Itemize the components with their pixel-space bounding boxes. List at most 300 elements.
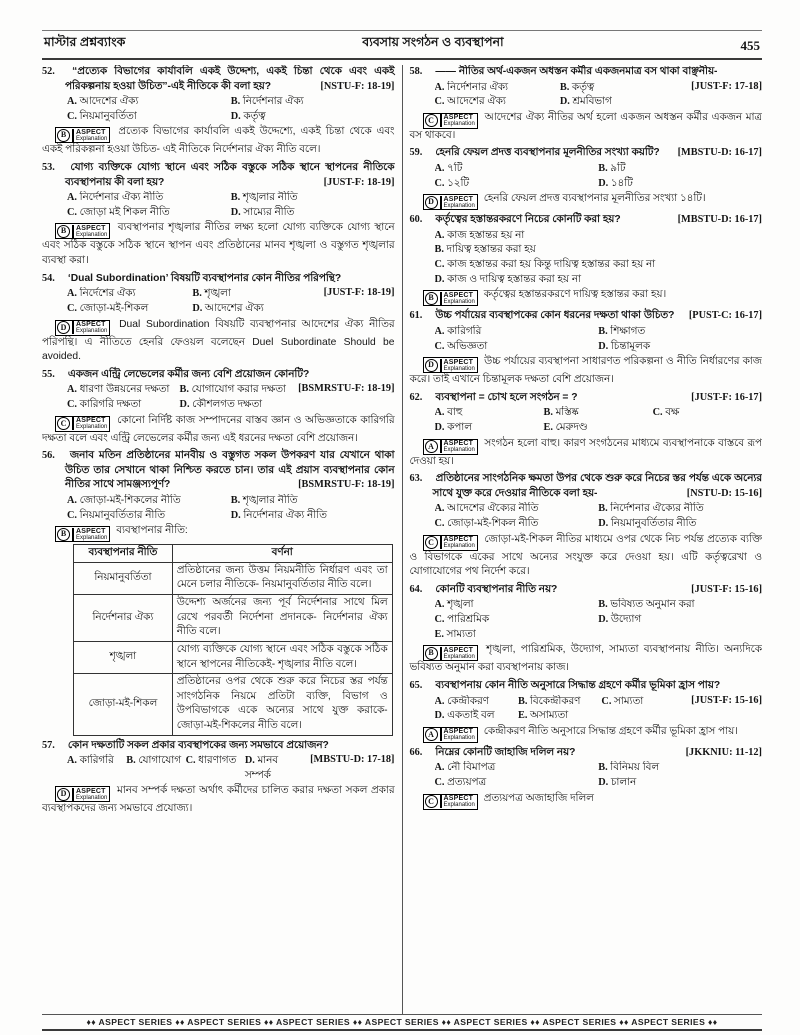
aspect-logo <box>72 417 107 430</box>
option-A: A. নির্দেশনার ঐক্য <box>434 81 508 93</box>
option-label: B. <box>543 407 556 419</box>
option-label: C. <box>434 96 448 108</box>
question-source-ref: [JKKNIU: 11-12] <box>685 746 762 758</box>
option-D: D. নিয়মানুবর্তিতার নীতি <box>598 518 697 530</box>
explanation: C ASPECT Explanation জোড়া-মই-শিকল নীতির মাধ্যমে ওপর থেকে নিচ পর্যন্ত প্রত্যেক ব্যক্তি ও বিভাগকে একের সাথে অন্যের সংযুক্ত করে দেওয়া হয়। এটি কর্তৃত্বরেখা ও যোগাযোগের পথ নির্দেশ করে। <box>409 533 762 578</box>
option-C: C. ধারণাগত <box>185 755 237 767</box>
option-D: D. একতাই বল <box>434 710 495 722</box>
option-label: D. <box>230 509 244 521</box>
table-cell-description: উদ্দেশ্য অর্জনের জন্য পূর্ব নির্দেশনার সাথে মিল রেখে পরবর্তী নির্দেশনা প্রদানকে- নির্দেশনার ঐক্য নীতি বলে। <box>172 595 392 642</box>
option-label: C. <box>67 509 80 521</box>
aspect-brand-label: ASPECT <box>443 646 474 654</box>
option-D: D. কর্তৃত্ব <box>230 110 266 122</box>
question-text: নিম্নের কোনটি জাহাজি দলিল নয়? <box>432 746 576 758</box>
question-number: 62. <box>409 391 423 403</box>
aspect-brand-label: ASPECT <box>443 358 474 366</box>
option-A: A. আদেশের ঐক্য <box>67 96 139 108</box>
question-source-ref: [NSTU-D: 15-16] <box>686 487 762 499</box>
option-C: C. ১২টি <box>434 177 470 189</box>
option-A: A. নির্দেশনার ঐক্য নীতি <box>67 192 164 204</box>
table-cell-principle: নির্দেশনার ঐক্য <box>74 595 173 642</box>
options-list <box>67 287 318 316</box>
option-label: C. <box>652 407 666 419</box>
question-56 <box>42 449 395 735</box>
option-D: D. কৌশলগত দক্ষতা <box>179 398 263 410</box>
aspect-logo <box>72 528 107 541</box>
option-label: D. <box>434 710 448 722</box>
option-C: C. জোড়া-মই-শিকল নীতি <box>434 518 539 530</box>
question-53 <box>42 161 395 269</box>
question-number: 52. <box>42 66 55 77</box>
option-label: B. <box>598 503 611 515</box>
answer-badge <box>423 727 478 743</box>
option-C: C. কারিগরি দক্ষতা <box>67 398 142 410</box>
option-label: A. <box>67 192 80 204</box>
question-61 <box>410 309 763 387</box>
aspect-sub-label: Explanation <box>443 543 475 550</box>
page-header <box>42 30 762 60</box>
option-C: C. সাম্যতা <box>601 695 644 707</box>
aspect-brand-label: ASPECT <box>76 527 106 535</box>
table-cell-description: প্রতিষ্ঠানের ওপর থেকে শুরু করে নিচের স্তর পর্যন্ত সাংগঠনিক নিয়মে প্রতিটা ব্যক্তি, বিভাগ ও উপবিভাগকে একে অন্যের সাথে যুক্ত করাকে- জোড়া-মই-শিকলের নীতি বলে। <box>172 674 392 735</box>
explanation: D ASPECT Explanation হেনরি ফেয়ল প্রদত্ত ব্যবস্থাপনার মূলনীতির সংখ্যা ১৪টি। <box>410 192 763 210</box>
question-head <box>409 213 763 228</box>
option-D: D. নির্দেশনার ঐক্য নীতি <box>230 509 327 521</box>
aspect-brand-label: ASPECT <box>76 417 106 425</box>
question-head <box>409 472 763 501</box>
option-label: A. <box>434 325 448 337</box>
question-text: জনাব মতিন প্রতিষ্ঠানের মানবীয় ও বস্তুগত সকল উপকরণ যার যেখানে থাকা উচিত তার সেখানে থাকা নিশ্চিত করতে চান। তার এই প্রয়াস ব্যবস্থাপনার কোন নীতির সাথে সামঞ্জস্যপূর্ণ? <box>65 450 395 491</box>
option-label: B. <box>230 96 243 108</box>
question-number: 63. <box>409 473 423 485</box>
option-A: A. ৭টি <box>434 163 463 175</box>
option-B: B. যোগাযোগ <box>126 755 181 767</box>
answer-letter: B <box>425 292 438 305</box>
option-B: B. নির্দেশনার ঐক্যের নীতি <box>598 503 704 515</box>
question-head <box>42 65 395 94</box>
option-label: D. <box>598 776 611 788</box>
answer-letter: D <box>425 359 438 372</box>
question-text: কোন দক্ষতাটি সকল প্রকার ব্যবস্থাপকের জন্য সমভাবে প্রয়োজন? <box>65 739 329 751</box>
answer-badge <box>423 439 478 455</box>
answer-letter: B <box>57 225 70 238</box>
question-66 <box>410 746 763 810</box>
option-C: C. কাজ হস্তান্তর করা হয় কিন্তু দায়িত্ব হস্তান্তর করা হয় না <box>434 259 656 271</box>
option-label: D. <box>598 518 611 530</box>
question-number: 59. <box>409 147 423 159</box>
options-list <box>67 383 292 412</box>
option-B: B. কর্তৃত্ব <box>559 81 595 93</box>
answer-letter: C <box>425 536 438 549</box>
table-cell-principle: শৃঙ্খলা <box>74 641 173 673</box>
question-54 <box>42 272 395 365</box>
option-label: B. <box>517 695 530 707</box>
option-E: E. সাম্যতা <box>434 628 476 640</box>
aspect-brand-label: ASPECT <box>443 536 474 544</box>
option-A: A. নৌ বিমাপত্র <box>434 762 496 774</box>
aspect-sub-label: Explanation <box>76 534 108 541</box>
option-label: D. <box>598 340 611 352</box>
question-source-ref: [JUST-F: 15-16] <box>691 583 762 595</box>
option-B: B. শিক্ষাগত <box>598 325 646 337</box>
aspect-brand-label: ASPECT <box>443 795 474 803</box>
question-number: 65. <box>409 679 423 691</box>
option-A: A. আদেশের ঐক্যের নীতি <box>434 503 539 515</box>
aspect-logo <box>72 321 107 334</box>
question-number: 56. <box>42 450 55 462</box>
aspect-brand-label: ASPECT <box>443 291 474 299</box>
options-list <box>435 502 763 531</box>
options-list <box>435 162 763 191</box>
question-head <box>409 391 763 406</box>
aspect-logo <box>72 788 107 801</box>
question-57 <box>42 739 395 817</box>
answer-badge <box>55 416 110 432</box>
option-label: A. <box>67 96 80 108</box>
option-A: A. কাজ হস্তান্তর হয় না <box>434 229 525 241</box>
option-label: B. <box>598 762 611 774</box>
answer-letter: D <box>57 788 70 801</box>
answer-letter: B <box>57 129 70 142</box>
option-label: C. <box>434 340 448 352</box>
explanation: B ASPECT Explanation শৃঙ্খলা, পারিশ্রমিক, উদ্যোগ, সাম্যতা ব্যবস্থাপনায় নীতি। অন্যদিকে ভবিষ্যত অনুমান করা ব্যবস্থাপনায় কাজ। <box>409 644 762 674</box>
table-row <box>74 562 393 594</box>
option-C: C. নিয়মানুবর্তিতার নীতি <box>67 509 166 521</box>
aspect-brand-label: ASPECT <box>76 321 106 329</box>
options-list <box>435 81 686 110</box>
aspect-sub-label: Explanation <box>76 328 108 335</box>
option-C: C. প্রত্যয়পত্র <box>434 776 487 788</box>
option-label: B. <box>598 325 611 337</box>
option-label: B. <box>179 384 192 396</box>
option-C: C. অভিজ্ঞতা <box>434 340 488 352</box>
answer-badge <box>55 127 110 143</box>
option-label: A. <box>434 599 448 611</box>
question-number: 61. <box>409 310 423 322</box>
option-A: A. কারিগরি <box>67 755 114 767</box>
option-B: B. যোগাযোগ করার দক্ষতা <box>179 384 286 396</box>
option-B: B. নির্দেশনার ঐক্য <box>230 96 304 108</box>
question-64 <box>410 583 763 676</box>
option-label: C. <box>67 398 80 410</box>
options-list <box>67 494 395 523</box>
table-header-row <box>74 545 393 563</box>
answer-letter: D <box>425 196 438 209</box>
question-number: 66. <box>409 746 423 758</box>
aspect-brand-label: ASPECT <box>443 728 474 736</box>
option-C: C. পারিশ্রমিক <box>434 614 490 626</box>
option-label: A. <box>434 81 448 93</box>
question-source-ref: [PUST-C: 16-17] <box>688 310 762 322</box>
options-list <box>435 695 686 724</box>
option-C: C. বক্ষ <box>652 407 680 419</box>
principles-table <box>73 544 393 735</box>
option-B: B. মস্তিষ্ক <box>543 407 579 419</box>
aspect-brand-label: ASPECT <box>76 224 106 232</box>
option-label: D. <box>598 614 611 626</box>
option-D: D. সাম্যের নীতি <box>230 206 295 218</box>
question-65 <box>410 679 763 743</box>
right-column <box>403 65 763 1014</box>
table-header-cell: বর্ণনা <box>172 545 392 563</box>
option-label: C. <box>185 755 199 767</box>
question-source-ref: [JUST-F: 16-17] <box>691 391 762 403</box>
answer-letter: C <box>425 114 438 127</box>
option-label: A. <box>434 407 448 419</box>
question-63 <box>410 472 763 580</box>
option-label: B. <box>434 244 447 256</box>
aspect-logo <box>440 728 475 741</box>
options-list <box>67 95 395 124</box>
page-footer: ♦♦ ASPECT SERIES ♦♦ ASPECT SERIES ♦♦ ASPECT SERIES ♦♦ ASPECT SERIES ♦♦ ASPECT SERIES ♦♦ ASPECT SERIES ♦♦ ASPECT SERIES ♦♦ <box>42 1014 762 1031</box>
explanation: B ASPECT Explanation ব্যবস্থাপনার শৃঙ্খলার নীতির লক্ষ্য হলো যোগ্য ব্যক্তিকে যোগ্য স্থানে এবং সঠিক বস্তুকে সঠিক স্থানে স্থাপন এবং প্রতিষ্ঠানের মানব শৃঙ্খলা ও বস্তুগত শৃঙ্খলার ব্যবস্থা করা। <box>42 222 395 267</box>
option-label: B. <box>192 288 205 300</box>
aspect-sub-label: Explanation <box>76 794 108 801</box>
options-list <box>67 754 304 783</box>
question-head <box>409 309 763 324</box>
question-source-ref: [NSTU-F: 18-19] <box>320 80 395 92</box>
answer-letter: D <box>57 321 70 334</box>
question-source-ref: [BSMRSTU-F: 18-19] <box>298 383 395 395</box>
explanation: B ASPECT Explanation ব্যবস্থাপনার নীতি: <box>42 524 395 542</box>
aspect-sub-label: Explanation <box>76 424 108 431</box>
option-label: D. <box>192 302 205 314</box>
aspect-sub-label: Explanation <box>443 365 475 372</box>
option-label: B. <box>230 192 243 204</box>
option-B: B. শৃঙ্খলা <box>192 288 231 300</box>
answer-badge <box>423 535 478 551</box>
option-label: C. <box>434 776 448 788</box>
question-source-ref: [MBSTU-D: 16-17] <box>677 214 762 226</box>
question-number: 60. <box>409 214 423 226</box>
option-D: D. মানব সম্পর্ক <box>244 755 279 781</box>
option-D: D. শ্রমবিভাগ <box>559 96 612 108</box>
aspect-sub-label: Explanation <box>443 653 475 660</box>
aspect-sub-label: Explanation <box>76 135 108 142</box>
question-text: উচ্চ পর্যায়ের ব্যবস্থাপকের কোন ধরনের দক্ষতা থাকা উচিত? <box>432 310 675 322</box>
table-cell-description: প্রতিষ্ঠানের জন্য উত্তম নিয়মনীতি নির্ধারণ এবং তা মেনে চলার নীতিকে- নিয়মানুবর্তিতার নীতি বলে। <box>172 562 392 594</box>
option-label: A. <box>67 384 80 396</box>
question-head <box>409 146 763 161</box>
aspect-brand-label: ASPECT <box>76 787 106 795</box>
question-59 <box>410 146 763 210</box>
explanation: C ASPECT Explanation আদেশের ঐক্য নীতির অর্থ হলো একজন অধস্তন কর্মীর একজন মাত্র বস থাকবে। <box>409 111 762 141</box>
option-label: A. <box>67 288 80 300</box>
option-label: C. <box>434 177 448 189</box>
aspect-sub-label: Explanation <box>76 231 108 238</box>
answer-badge <box>423 357 478 373</box>
aspect-sub-label: Explanation <box>443 802 475 809</box>
explanation: D ASPECT Explanation মানব সম্পর্ক দক্ষতা অর্থাৎ কর্মীদের চালিত করার দক্ষতা সকল প্রকার ব্যবস্থাপকদের জন্য সমভাবে প্রযোজ্য। <box>42 785 395 815</box>
question-head <box>409 583 763 598</box>
question-number: 58. <box>409 66 423 77</box>
option-D: D. ১৪টি <box>598 177 633 189</box>
aspect-brand-label: ASPECT <box>443 195 474 203</box>
question-head <box>409 746 763 761</box>
option-label: C. <box>67 206 80 218</box>
option-label: E. <box>434 628 447 640</box>
question-text: কোনটি ব্যবস্থাপনার নীতি নয়? <box>432 583 558 595</box>
question-text: হেনরি ফেয়ল প্রদত্ত ব্যবস্থাপনার মূলনীতির সংখ্যা কয়টি? <box>432 147 660 159</box>
option-label: C. <box>67 302 80 314</box>
option-label: A. <box>434 762 448 774</box>
options-list <box>435 325 763 354</box>
option-A: A. কেন্দ্রীকরণ <box>434 695 489 707</box>
page-number: 455 <box>740 38 760 53</box>
question-text: একজন এন্ট্রি লেভেলের কর্মীর জন্য বেশি প্রয়োজন কোনটি? <box>65 368 310 380</box>
option-B: B. শৃঙ্খলার নীতি <box>230 192 298 204</box>
table-header-cell: ব্যবস্থাপনার নীতি <box>74 545 173 563</box>
option-label: C. <box>67 110 80 122</box>
option-B: B. দায়িত্ব হস্তান্তর করা হয় <box>434 244 536 256</box>
header-chapter-title: ব্যবসায় সংগঠন ও ব্যবস্থাপনা <box>362 35 504 49</box>
aspect-sub-label: Explanation <box>443 735 475 742</box>
aspect-logo <box>440 359 475 372</box>
option-D: D. আদেশের ঐক্য <box>192 302 264 314</box>
question-number: 53. <box>42 162 55 174</box>
answer-badge <box>55 223 110 239</box>
option-A: A. শৃঙ্খলা <box>434 599 474 611</box>
option-label: C. <box>434 614 448 626</box>
explanation: A ASPECT Explanation কেন্দ্রীকরণ নীতি অনুসারে সিদ্ধান্ত গ্রহণে কর্মীর ভূমিকা হ্রাস পায়। <box>410 725 763 743</box>
answer-letter: B <box>425 647 438 660</box>
option-label: C. <box>434 518 448 530</box>
question-source-ref: [MBSTU-D: 16-17] <box>677 147 762 159</box>
answer-badge <box>423 645 478 661</box>
answer-letter: A <box>425 440 438 453</box>
option-label: D. <box>244 755 258 767</box>
option-label: A. <box>434 503 448 515</box>
two-column-content <box>42 60 762 1014</box>
aspect-logo <box>440 440 475 453</box>
question-text: ব্যবস্থাপনায় কোন নীতি অনুসারে সিদ্ধান্ত গ্রহণে কর্মীর ভূমিকা হ্রাস পায়? <box>432 679 721 691</box>
option-label: D. <box>179 398 193 410</box>
question-number: 57. <box>42 739 55 751</box>
answer-badge <box>423 194 478 210</box>
answer-letter: C <box>57 417 70 430</box>
question-source-ref: [JUST-F: 18-19] <box>323 287 395 299</box>
answer-badge <box>55 786 110 802</box>
question-head <box>42 161 395 190</box>
question-source-ref: [JUST-F: 17-18] <box>691 80 762 92</box>
option-A: A. ধারণা উন্নয়নের দক্ষতা <box>67 384 170 396</box>
option-label: D. <box>434 273 448 285</box>
option-C: C. জোড়া-মই-শিকল <box>67 302 149 314</box>
aspect-logo <box>72 129 107 142</box>
option-A: A. জোড়া-মই-শিকলের নীতি <box>67 495 181 507</box>
table-row <box>74 595 393 642</box>
option-E: E. অসাম্যতা <box>517 710 569 722</box>
option-D: D. উদ্যোগ <box>598 614 642 626</box>
question-55 <box>42 368 395 446</box>
explanation: B ASPECT Explanation প্রত্যেক বিভাগের কার্যাবলি একই উদ্দেশ্যে, একই চিন্তা থেকে এবং একই পরিকল্পনা হওয়া উচিত- এই নীতিকে নির্দেশনার ঐক্য নীতি বলে। <box>42 126 395 156</box>
aspect-brand-label: ASPECT <box>443 440 474 448</box>
option-label: C. <box>434 259 448 271</box>
answer-badge <box>55 320 110 336</box>
aspect-logo <box>440 292 475 305</box>
question-number: 64. <box>409 583 423 595</box>
question-text: কর্তৃত্বের হস্তান্তরকরণে নিচের কোনটি করা হয়? <box>432 214 621 226</box>
table-cell-principle: জোড়া-মই-শিকল <box>74 674 173 735</box>
question-62 <box>410 391 763 469</box>
question-source-ref: [BSMRSTU-F: 18-19] <box>298 479 395 491</box>
explanation: C ASPECT Explanation কোনো নির্দিষ্ট কাজ সম্পাদনের বাস্তব জ্ঞান ও অভিজ্ঞতাকে কারিগরি দক্ষতা বলে এবং এন্ট্রি লেভেলের কর্মীর জন্য এই ধরনের দক্ষতা বেশি প্রয়োজন। <box>42 414 395 444</box>
options-list <box>435 598 763 642</box>
option-B: B. ৯টি <box>598 163 626 175</box>
options-list <box>435 406 763 435</box>
aspect-logo <box>440 114 475 127</box>
option-A: A. নির্দেশের ঐক্য <box>67 288 136 300</box>
answer-badge <box>55 526 110 542</box>
explanation: A ASPECT Explanation সংগঠন হলো বাহু। কারণ সংগঠনের মাধ্যমে ব্যবস্থাপনাকে বাস্তবে রূপ দেওয়া হয়। <box>409 437 762 467</box>
option-label: D. <box>598 177 611 189</box>
option-label: A. <box>434 695 448 707</box>
answer-badge <box>423 794 478 810</box>
aspect-logo <box>440 647 475 660</box>
question-text: “প্রত্যেক বিভাগের কার্যাবলি একই উদ্দেশ্য, একই চিন্তা থেকে এবং একই পরিকল্পনায় হওয়া উচিত”-এই নীতিকে কী বলা হয়? <box>65 66 395 92</box>
option-C: C. আদেশের ঐক্য <box>434 96 506 108</box>
options-list <box>67 191 395 220</box>
aspect-brand-label: ASPECT <box>443 114 474 122</box>
option-A: A. বাহু <box>434 407 463 419</box>
question-text: ‘Dual Subordination’ বিষয়টি ব্যবস্থাপনার কোন নীতির পরিপন্থি? <box>65 272 342 284</box>
option-B: B. ভবিষ্যত অনুমান করা <box>598 599 695 611</box>
question-source-ref: [JUST-F: 15-16] <box>691 694 762 706</box>
answer-letter: B <box>57 528 70 541</box>
question-source-ref: [JUST-F: 18-19] <box>323 176 395 188</box>
option-label: A. <box>434 163 448 175</box>
option-label: B. <box>126 755 139 767</box>
option-label: A. <box>67 495 80 507</box>
option-label: D. <box>434 421 448 433</box>
question-text: প্রতিষ্ঠানের সাংগঠনিক ক্ষমতা উপর থেকে শুরু করে নিচের স্তর পর্যন্ত একে অন্যের সাথে যুক্ত করে দেওয়ার নীতিকে বলা হয়- <box>432 473 762 499</box>
option-label: D. <box>230 206 244 218</box>
question-text: ব্যবস্থাপনা = চোখ হলে সংগঠন = ? <box>432 391 578 403</box>
question-text: যোগ্য ব্যক্তিকে যোগ্য স্থানে এবং সঠিক বস্তুকে সঠিক স্থানে স্থাপনের নীতিকে ব্যবস্থাপনায় কী বলা হয়? <box>65 162 395 188</box>
explanation: D ASPECT Explanation উচ্চ পর্যায়ের ব্যবস্থাপনা সাধারণত পরিকল্পনা ও নীতি নির্ধারণের কাজ করে। তাই এখানে চিন্তামূলক দক্ষতা বেশি প্রয়োজন। <box>409 356 762 386</box>
option-D: D. চালান <box>598 776 637 788</box>
option-label: E. <box>517 710 530 722</box>
aspect-logo <box>72 225 107 238</box>
aspect-sub-label: Explanation <box>443 447 475 454</box>
question-number: 55. <box>42 368 55 380</box>
option-label: B. <box>598 599 611 611</box>
table-cell-description: যোগ্য ব্যক্তিকে যোগ্য স্থানে এবং সঠিক বস্তুকে সঠিক স্থানে স্থাপনের নীতিকেই- শৃঙ্খলার নীতি বলে। <box>172 641 392 673</box>
option-A: A. কারিগরি <box>434 325 482 337</box>
header-book-title: মাস্টার প্রশ্নব্যাংক <box>44 35 126 49</box>
aspect-brand-label: ASPECT <box>76 128 106 136</box>
explanation: C ASPECT Explanation প্রত্যয়পত্র অজাহাজি দলিল <box>410 792 763 810</box>
question-number: 54. <box>42 272 55 284</box>
question-head <box>42 449 395 493</box>
option-label: B. <box>598 163 611 175</box>
table-cell-principle: নিয়মানুবর্তিতা <box>74 562 173 594</box>
option-E: E. মেরুদণ্ড <box>543 421 588 433</box>
option-label: A. <box>434 229 448 241</box>
option-C: C. নিয়মানুবর্তিতা <box>67 110 137 122</box>
answer-badge <box>423 113 478 129</box>
answer-letter: C <box>425 795 438 808</box>
option-D: D. কাজ ও দায়িত্ব হস্তান্তর করা হয় না <box>434 273 581 285</box>
question-60 <box>410 213 763 306</box>
question-source-ref: [MBSTU-D: 17-18] <box>310 754 395 766</box>
options-list <box>435 229 763 287</box>
option-D: D. কপাল <box>434 421 472 433</box>
option-C: C. জোড়া মই শিকল নীতি <box>67 206 170 218</box>
option-label: B. <box>230 495 243 507</box>
aspect-logo <box>440 536 475 549</box>
option-label: A. <box>67 755 80 767</box>
